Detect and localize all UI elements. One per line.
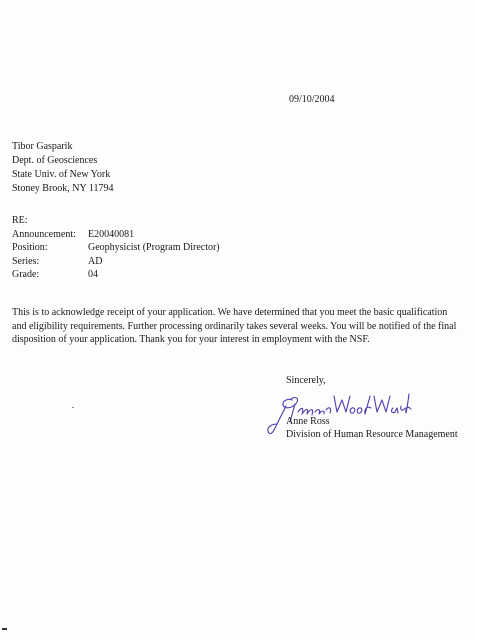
scan-speck — [72, 407, 74, 408]
reference-heading: RE: — [12, 215, 28, 226]
reference-value: AD — [88, 255, 103, 267]
reference-row-series — [12, 255, 220, 269]
reference-row-position — [12, 241, 220, 255]
reference-row-grade — [12, 268, 220, 282]
recipient-address — [12, 140, 113, 196]
reference-value: Geophysicist (Program Director) — [88, 242, 220, 253]
recipient-name: Tibor Gasparik — [12, 141, 73, 152]
letter-closing: Sincerely, — [286, 375, 326, 386]
reference-value: 04 — [88, 269, 98, 280]
letter-date: 09/10/2004 — [289, 94, 335, 105]
scan-speck — [2, 628, 7, 630]
reference-label: Position: — [12, 242, 48, 253]
reference-value: E20040081 — [88, 228, 135, 240]
reference-label: Announcement: — [12, 228, 76, 240]
reference-block — [12, 214, 220, 282]
letter-body: This is to acknowledge receipt of your application. We have determined that you meet the basic qualification and eligibility requirements. Further processing ordinarily takes several weeks. You will be notified of the final disposition of your application. Thank you for your interest in employment with the NSF. — [12, 307, 457, 345]
recipient-city: Stoney Brook, NY 11794 — [12, 183, 114, 194]
reference-row-announcement — [12, 228, 220, 242]
signer-name: Anne Ross — [286, 416, 330, 427]
reference-label: Series: — [12, 255, 40, 267]
recipient-institution: State Univ. of New York — [12, 169, 111, 180]
reference-label: Grade: — [12, 269, 40, 280]
signer-title: Division of Human Resource Management — [286, 429, 458, 440]
recipient-department: Dept. of Geosciences — [12, 155, 98, 166]
